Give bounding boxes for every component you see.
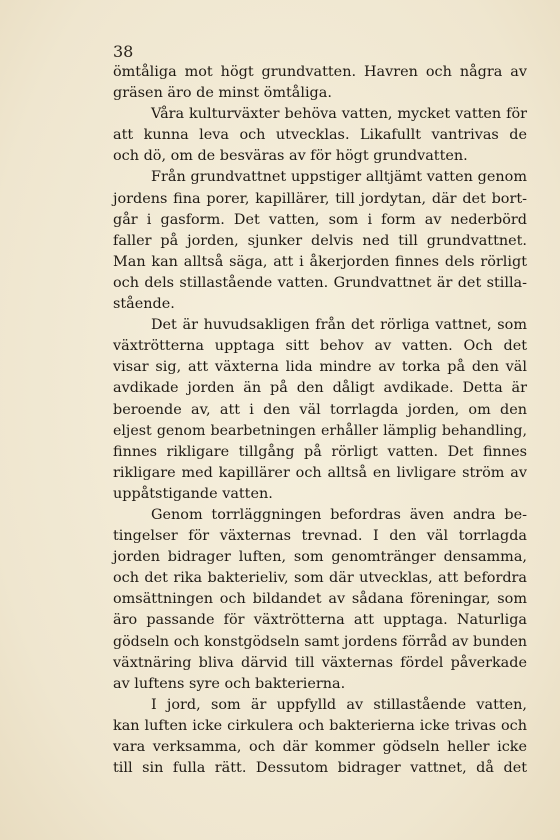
text-line: avdikade jorden än på den dåligt avdikade. Detta är: [113, 380, 527, 397]
text-line: går i gasform. Det vatten, som i form av nederbörd: [113, 211, 527, 228]
text-line: växtnäring bliva därvid till växternas fördel påverkade: [113, 654, 527, 671]
text-line: kan luften icke cirkulera och bakterierna icke trivas och: [113, 717, 527, 734]
text-line: Från grundvattnet uppstiger alltjämt vatten genom: [151, 169, 527, 186]
text-line: faller på jorden, sjunker delvis ned till grundvattnet.: [113, 232, 527, 249]
text-line: Genom torrläggningen befordras även andra be-: [151, 506, 527, 523]
text-line: Det är huvudsakligen från det rörliga vattnet, som: [151, 317, 527, 334]
text-line: äro passande för växtrötterna att upptaga. Naturliga: [113, 612, 527, 629]
text-line: omsättningen och bildandet av sådana föreningar, som: [113, 591, 527, 608]
text-line: gräsen äro de minst ömtåliga.: [113, 85, 332, 102]
text-line: jorden bidrager luften, som genomtränger densamma,: [113, 549, 527, 566]
text-line: uppåtstigande vatten.: [113, 485, 273, 502]
text-line: ömtåliga mot högt grundvatten. Havren och några av: [113, 64, 527, 80]
text-line: av luftens syre och bakterierna.: [113, 675, 346, 692]
text-line: eljest genom bearbetningen erhåller lämplig behandling,: [113, 422, 527, 439]
text-line: att kunna leva och utvecklas. Likafullt vantrivas de: [113, 127, 527, 144]
text-line: beroende av, att i den väl torrlagda jorden, om den: [113, 401, 527, 418]
text-line: växtrötterna upptaga sitt behov av vatten. Och det: [113, 338, 527, 355]
text-line: och det rika bakterieliv, som där utvecklas, att befordra: [113, 570, 527, 587]
page-number: 38: [113, 42, 134, 61]
text-line: stående.: [113, 296, 175, 313]
text-line: visar sig, att växterna lida mindre av torka på den väl: [113, 359, 527, 376]
text-line: Man kan alltså säga, att i åkerjorden finnes dels rörligt: [113, 253, 527, 270]
text-line: gödseln och konstgödseln samt jordens förråd av bunden: [113, 633, 527, 650]
text-line: finnes rikligare tillgång på rörligt vatten. Det finnes: [113, 443, 527, 460]
text-line: Våra kulturväxter behöva vatten, mycket vatten för: [151, 106, 527, 123]
text-line: I jord, som är uppfylld av stillastående vatten,: [151, 696, 527, 713]
text-line: vara verksamma, och där kommer gödseln heller icke: [113, 739, 527, 755]
text-line: tingelser för växternas trevnad. I den väl torrlagda: [113, 528, 527, 545]
text-line: och dels stillastående vatten. Grundvattnet är det stilla-: [113, 274, 527, 291]
body-text: [113, 62, 527, 779]
text-line: och dö, om de besväras av för högt grundvatten.: [113, 148, 468, 165]
text-line: jordens fina porer, kapillärer, till jordytan, där det bort-: [113, 190, 527, 207]
text-line: till sin fulla rätt. Dessutom bidrager vattnet, då det: [113, 760, 527, 777]
text-line: rikligare med kapillärer och alltså en livligare ström av: [113, 464, 527, 481]
